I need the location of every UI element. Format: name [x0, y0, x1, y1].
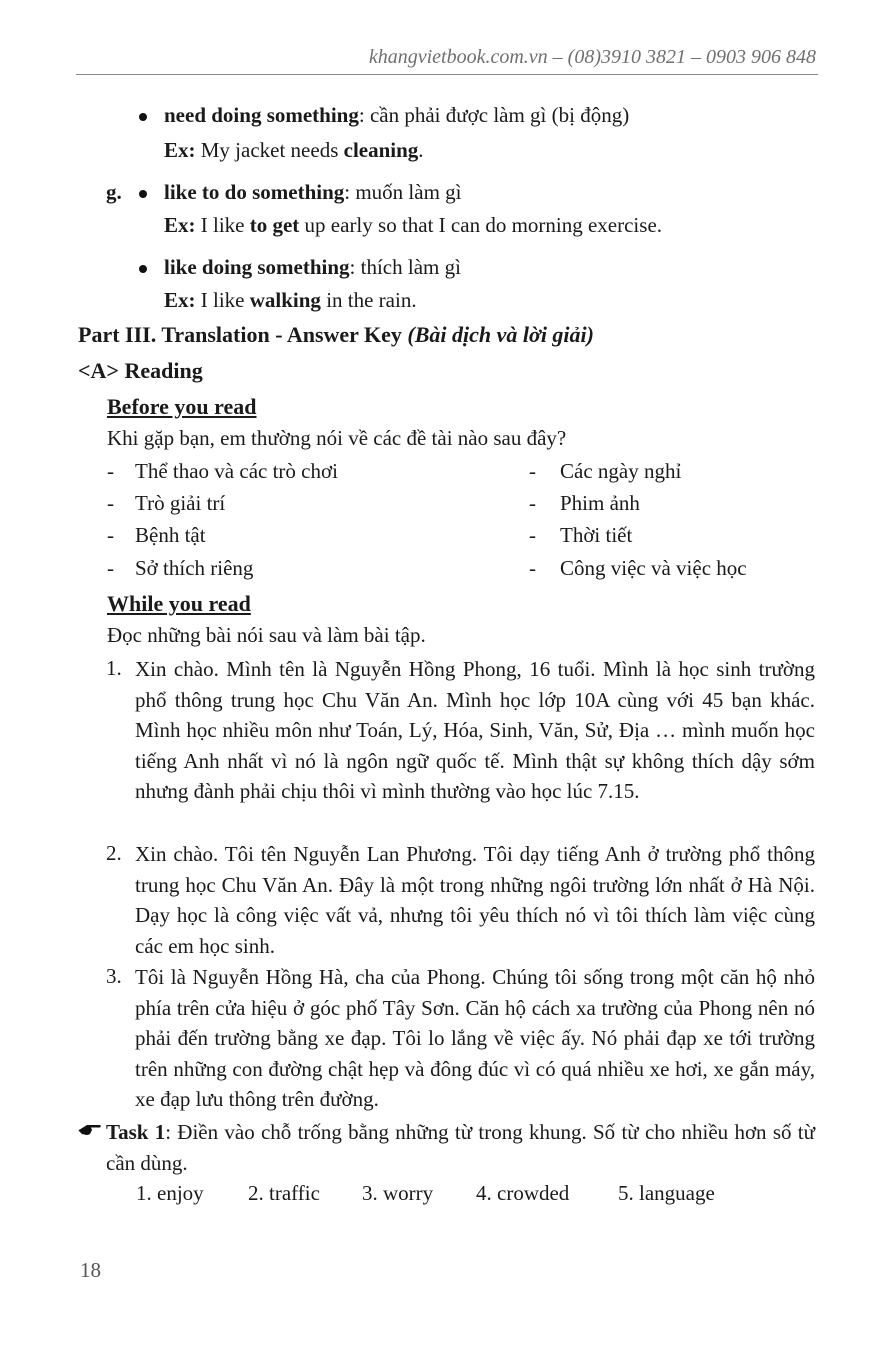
bullet-icon [139, 265, 147, 273]
page-number: 18 [80, 1258, 101, 1282]
word-bank-item: 1. enjoy [136, 1181, 204, 1205]
list-item: Bệnh tật [135, 523, 206, 547]
grammar-item-need-doing [164, 103, 629, 128]
while-you-read-heading: While you read [107, 591, 251, 616]
reading-paragraph-3: Tôi là Nguyễn Hồng Hà, cha của Phong. Chúng tôi sống trong một căn hộ nhỏ phía trên cửa hiệu ở góc phố Tây Sơn. Căn hộ cách xa trường của Phong nên nó phải đến trường bằng xe đạp. Tôi lo lắng về việc ấy. Nó phải đạp xe tới trường trên những con đường chật hẹp và đông đúc vì có quá nhiều xe hơi, xe gắn máy, xe đạp lưu thông trên đường. [135, 965, 815, 1111]
list-item: Trò giải trí [135, 491, 226, 515]
before-question: Khi gặp bạn, em thường nói về các đề tài nào sau đây? [107, 426, 567, 450]
pointing-hand-icon [78, 1120, 102, 1145]
example-label: Ex: [164, 138, 196, 162]
word-bank-item: 5. language [618, 1181, 715, 1205]
list-item: Thể thao và các trò chơi [135, 459, 338, 483]
list-item: Thời tiết [560, 523, 633, 547]
part3-heading: Part III. Translation - Answer Key (Bài dịch và lời giải) [78, 322, 594, 347]
grammar-example: Ex: I like to get up early so that I can do morning exercise. [164, 213, 663, 237]
list-item: Các ngày nghỉ [560, 459, 682, 483]
grammar-term: like doing something [164, 255, 350, 279]
word-bank-item: 4. crowded [476, 1181, 570, 1205]
list-dash: - [107, 459, 114, 483]
reading-heading: <A> Reading [78, 358, 203, 383]
list-dash: - [107, 491, 114, 515]
paragraph-number: 1. [106, 656, 122, 680]
word-bank-item: 3. worry [362, 1181, 434, 1205]
list-dash: - [529, 556, 536, 580]
list-dash: - [529, 491, 536, 515]
list-item: Phim ảnh [560, 491, 640, 515]
reading-paragraph-2: Xin chào. Tôi tên Nguyễn Lan Phương. Tôi dạy tiếng Anh ở trường phổ thông trung học Chu Văn An. Đây là một trong những ngôi trường lớn nhất ở Hà Nội. Dạy học là công việc vất vả, nhưng tôi yêu thích nó vì tôi thích làm việc cùng các em học sinh. [135, 842, 815, 958]
list-dash: - [107, 556, 114, 580]
grammar-item-like-to-do [164, 180, 462, 205]
before-you-read-heading: Before you read [107, 394, 257, 419]
paragraph-number: 2. [106, 841, 122, 865]
grammar-example: Ex: I like walking in the rain. [164, 288, 417, 312]
while-instruction: Đọc những bài nói sau và làm bài tập. [107, 623, 426, 647]
reading-paragraph-1: Xin chào. Mình tên là Nguyễn Hồng Phong, 16 tuổi. Mình là học sinh trường phổ thông trung học Chu Văn An. Mình học lớp 10A cùng với 45 bạn khác. Mình học nhiều môn như Toán, Lý, Hóa, Sinh, Văn, Sử, Địa … mình muốn học tiếng Anh nhất vì nó là ngôn ngữ quốc tế. Mình thật sự không thích dậy sớm nhưng đành phải chịu thôi vì mình thường vào học lúc 7.15. [135, 657, 815, 803]
grammar-meaning: : cần phải được làm gì (bị động) [358, 103, 630, 127]
task1-instruction: Task 1: Điền vào chỗ trống bằng những từ trong khung. Số từ cho nhiều hơn số từ cần dùng. [106, 1120, 815, 1175]
list-item: Sở thích riêng [135, 556, 254, 580]
grammar-meaning: : thích làm gì [349, 255, 461, 279]
bullet-icon [139, 190, 147, 198]
grammar-item-like-doing [164, 255, 461, 280]
example-label: Ex: [164, 288, 196, 312]
task-label: Task 1 [106, 1120, 166, 1144]
example-label: Ex: [164, 213, 196, 237]
grammar-example: Ex: My jacket needs cleaning. [164, 138, 424, 162]
word-bank-item: 2. traffic [248, 1181, 320, 1205]
list-item: Công việc và việc học [560, 556, 747, 580]
grammar-term: like to do something [164, 180, 345, 204]
grammar-meaning: : muốn làm gì [344, 180, 462, 204]
list-dash: - [529, 523, 536, 547]
page-header: khangvietbook.com.vn – (08)3910 3821 – 0903 906 848 [368, 46, 816, 68]
list-dash: - [529, 459, 536, 483]
paragraph-number: 3. [106, 964, 122, 988]
header-rule [76, 74, 818, 75]
list-marker: g. [106, 180, 122, 204]
list-dash: - [107, 523, 114, 547]
grammar-term: need doing something [164, 103, 359, 127]
bullet-icon [139, 113, 147, 121]
